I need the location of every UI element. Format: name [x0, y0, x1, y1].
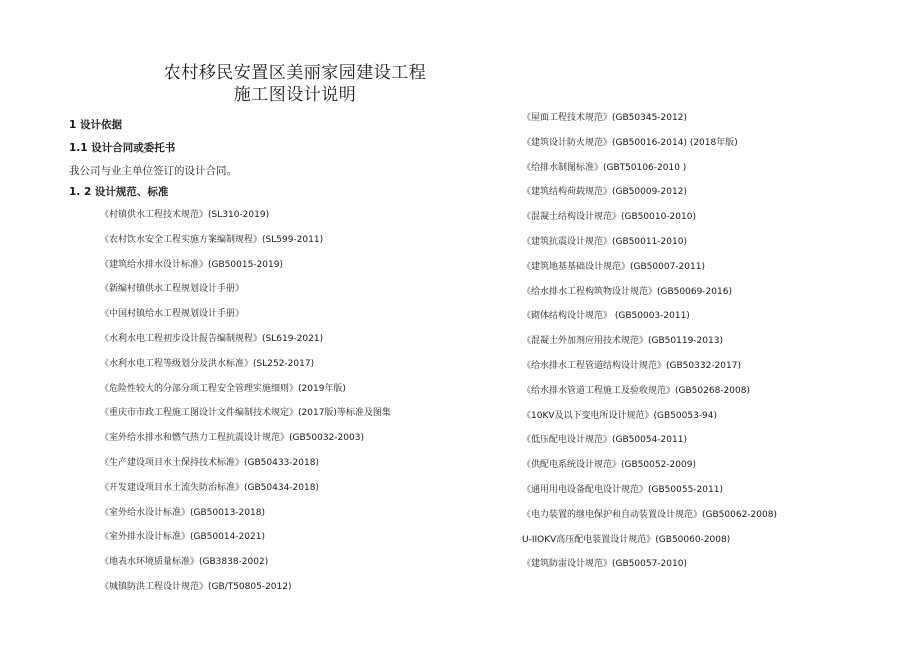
standard-item: 《电力装置的继电保护和自动装置设计规范》(GB50062-2008) — [522, 509, 777, 520]
contract-paragraph: 我公司与业主单位签订的设计合同。 — [69, 165, 237, 177]
standard-item: 《供配电系统设计规范》(GB50052-2009) — [522, 460, 696, 471]
standard-item: 《建筑防雷设计规范》(GB50057-2010) — [522, 559, 687, 570]
standard-item: 《重庆市市政工程施工图设计文件编制技术规定》(2017版)等标准及图集 — [100, 408, 391, 419]
standard-item: 《开发建设项目水土流失防治标准》(GB50434-2018) — [100, 482, 319, 493]
standard-item: 《建筑地基基础设计规范》(GB50007-2011) — [522, 261, 705, 272]
standard-item: 《砌体结构设计规范》 (GB50003-2011) — [522, 311, 690, 322]
standard-item: 《城镇防洪工程设计规范》(GB/T50805-2012) — [100, 582, 292, 592]
standard-item: 《混凝土外加剂应用技术规范》(GB50119-2013) — [522, 336, 723, 347]
standard-item: 《低压配电设计规范》(GB50054-2011) — [522, 435, 687, 446]
standard-item: 《混凝土结构设计规范》(GB50010-2010) — [522, 212, 696, 223]
standard-item: U-IIOKV高压配电装置设计规范》(GB50060-2008) — [522, 534, 731, 545]
standard-item: 《生产建设项目水土保持技术标准》(GB50433-2018) — [100, 458, 319, 468]
standard-item: 《通用用电设备配电设计规范》(GB50055-2011) — [522, 485, 723, 495]
standard-item: 《给排水制图标准》(GBT50106-2010 ) — [522, 162, 687, 173]
standard-item: 《水利水电工程初步设计报告编制规程》(SL619-2021) — [100, 334, 324, 344]
standard-item: 《给水排水管道工程施工及验收规范》(GB50268-2008) — [522, 385, 750, 396]
standard-item: 《屋面工程技术规范》(GB50345-2012) — [522, 113, 687, 123]
standard-item: 《危险性较大的分部分项工程安全管理实施细则》(2019年版) — [100, 383, 346, 394]
section-heading-1-1: 1.1 设计合同或委托书 — [69, 142, 176, 154]
standard-item: 《建筑结构荷载规范》(GB50009-2012) — [522, 187, 687, 198]
standard-item: 《农村饮水安全工程实施方案编制规程》(SL599-2011) — [100, 234, 324, 245]
standard-item: 《10KV及以下变电所设计规范》(GB50053-94) — [522, 410, 718, 421]
standard-item: 《建筑设计防火规范》(GB50016-2014) (2018年版) — [522, 137, 738, 148]
section-heading-1-2: 1. 2 设计规范、标准 — [69, 186, 169, 198]
standard-item: 《建筑给水排水设计标准》(GB50015-2019) — [100, 259, 283, 270]
standard-item: 《村镇供水工程技术规范》(SL310-2019) — [100, 210, 270, 220]
standard-item: 《室外排水设计标准》(GB50014-2021) — [100, 532, 265, 543]
document-subtitle: 施工图设计说明 — [233, 85, 357, 105]
standard-item: 《中国村镇给水工程规划设计手册》 — [100, 309, 245, 320]
standard-item: 《给水排水工程构筑物设计规范》(GB50069-2016) — [522, 286, 732, 297]
standard-item: 《建筑抗震设计规范》(GB50011-2010) — [522, 237, 687, 247]
standard-item: 《地表水环境质量标准》(GB3838-2002) — [100, 557, 269, 568]
standard-item: 《新编村镇供水工程规划设计手册》 — [100, 284, 245, 295]
standard-item: 《室外给水设计标准》(GB50013-2018) — [100, 507, 265, 518]
standard-item: 《给水排水工程管道结构设计规范》(GB50332-2017) — [522, 361, 741, 371]
standard-item: 《室外给水排水和燃气热力工程抗震设计规范》(GB50032-2003) — [100, 433, 364, 444]
document-title: 农村移民安置区美丽家园建设工程 — [163, 63, 427, 83]
standard-item: 《水利水电工程等级划分及洪水标准》(SL252-2017) — [100, 358, 315, 369]
section-heading-1: 1 设计依据 — [69, 119, 122, 131]
